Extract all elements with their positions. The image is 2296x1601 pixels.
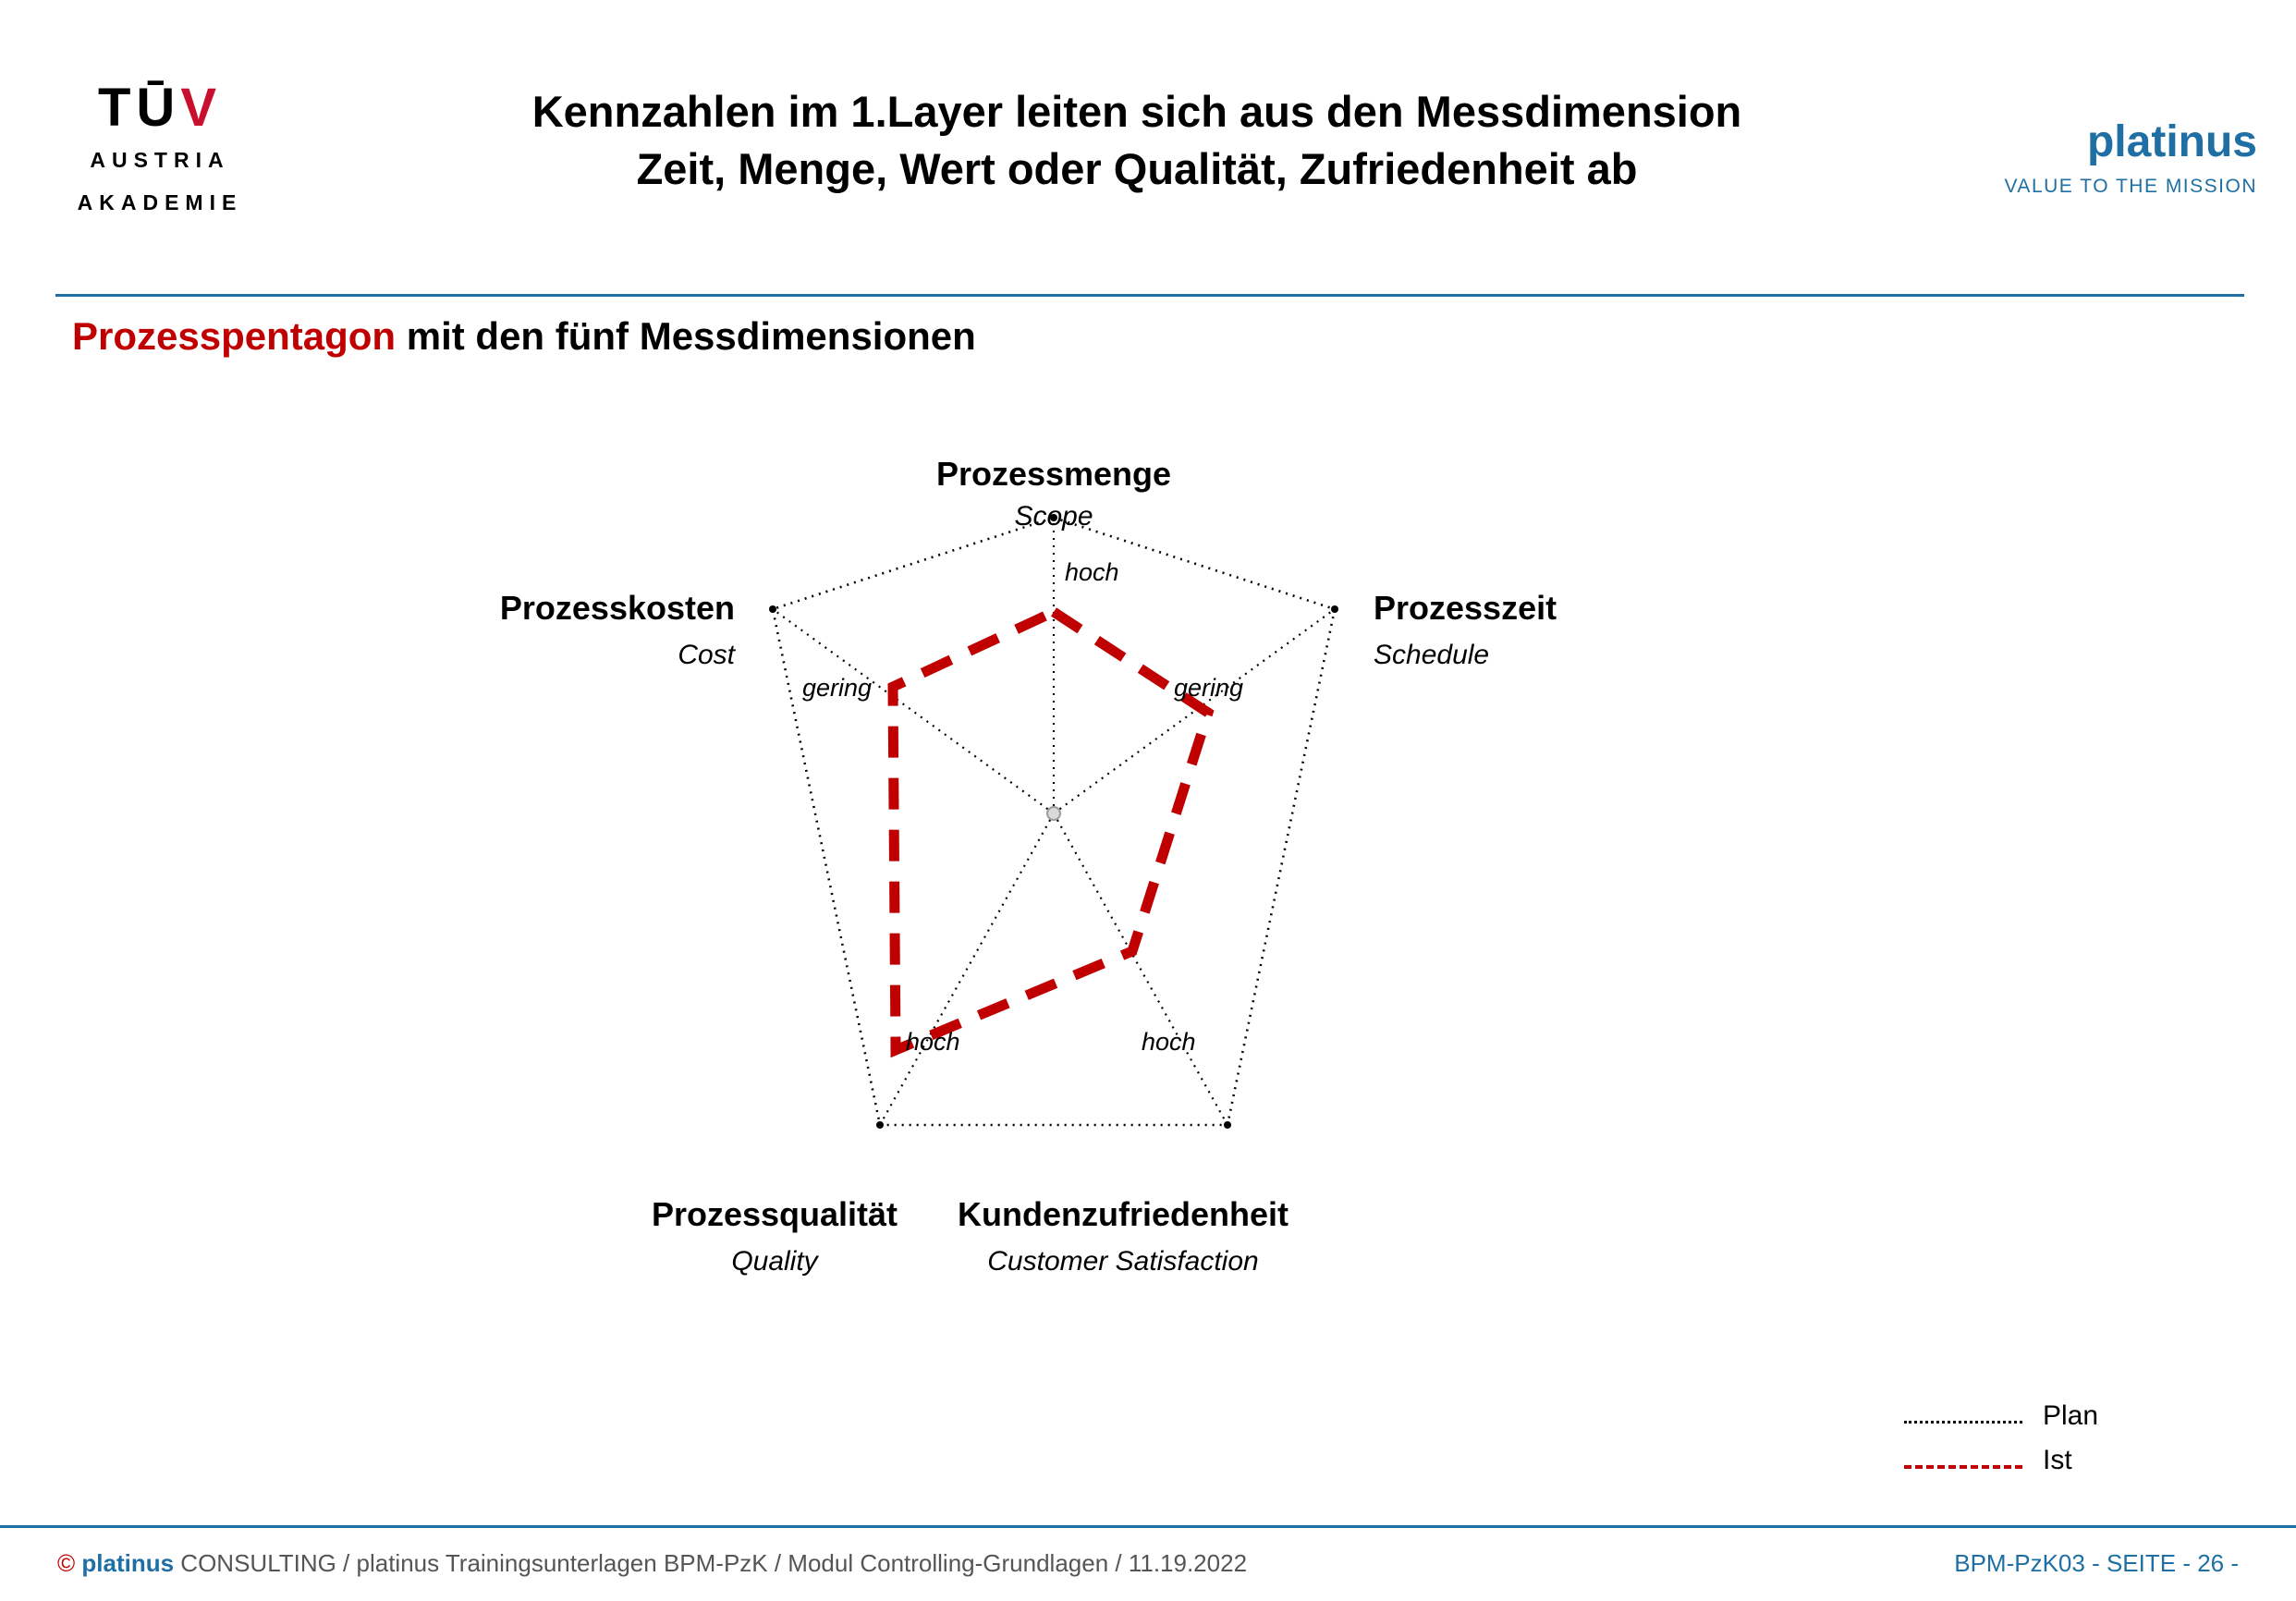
axis-sublabel-prozesskosten: Cost: [678, 640, 735, 670]
section-subtitle-rest: mit den fünf Messdimensionen: [396, 314, 976, 358]
vertex-marker-prozesszeit: [1331, 605, 1338, 613]
legend-item-ist: [1904, 1445, 2209, 1489]
axis-sublabel-prozessqualitaet: Quality: [731, 1246, 818, 1277]
axis-sublabel-prozesszeit: Schedule: [1374, 640, 1490, 670]
axis-title-prozessqualitaet: Prozessqualität: [651, 1195, 898, 1233]
tuv-logo-subline-akademie: AKADEMIE: [77, 189, 243, 214]
tick-label-prozessqualitaet: hoch: [906, 1028, 960, 1056]
spoke-prozesskosten: [773, 609, 1054, 813]
legend-item-plan: [1904, 1400, 2209, 1445]
legend-label-plan: Plan: [2043, 1400, 2099, 1431]
footer-brand: platinus: [81, 1549, 175, 1577]
legend-swatch-ist: [1904, 1465, 2022, 1469]
spoke-prozesszeit: [1054, 609, 1335, 813]
copyright-symbol: ©: [57, 1549, 76, 1577]
radar-chart-svg: [231, 462, 1987, 1460]
footer-divider: [0, 1525, 2296, 1528]
slide-header: [0, 0, 2296, 277]
tuv-logo-subline-austria: AUSTRIA: [90, 148, 230, 172]
section-subtitle: [72, 314, 976, 359]
prozesspentagon-radar-chart: [231, 462, 1987, 1460]
axis-title-kundenzufriedenheit: Kundenzufriedenheit: [958, 1195, 1288, 1233]
ist-series-polygon: [893, 612, 1208, 1050]
footer-details: CONSULTING / platinus Trainingsunterlagen BPM-PzK / Modul Controlling-Grundlagen / 11.19.2022: [174, 1549, 1248, 1577]
page-title-line-2: Zeit, Menge, Wert oder Qualität, Zufriedenheit ab: [636, 144, 1638, 194]
axis-sublabel-kundenzufriedenheit: Customer Satisfaction: [987, 1246, 1259, 1277]
vertex-marker-prozessqualitaet: [876, 1121, 884, 1129]
page-title: [277, 83, 1997, 198]
platinus-wordmark: platinus: [2086, 117, 2257, 166]
footer-left-text: [57, 1549, 1247, 1578]
platinus-tagline: VALUE TO THE MISSION: [2004, 176, 2257, 197]
chart-legend: [1904, 1400, 2209, 1502]
tuv-logo-wordmark: TŪV: [97, 78, 222, 138]
tick-label-prozesszeit: gering: [1173, 674, 1243, 702]
legend-swatch-plan: [1904, 1421, 2022, 1424]
footer-page-reference: BPM-PzK03 - SEITE - 26 -: [1954, 1549, 2239, 1577]
platinus-logo: [1860, 117, 2257, 198]
vertex-marker-kundenzufriedenheit: [1224, 1121, 1231, 1129]
page-title-line-1: Kennzahlen im 1.Layer leiten sich aus den Messdimension: [531, 87, 1742, 136]
header-divider: [55, 294, 2244, 297]
tick-label-prozesskosten: gering: [802, 674, 873, 702]
legend-label-ist: Ist: [2043, 1445, 2072, 1475]
section-subtitle-accent: Prozesspentagon: [72, 314, 397, 358]
tick-label-prozessmenge: hoch: [1065, 558, 1119, 586]
vertex-marker-prozesskosten: [769, 605, 776, 613]
plan-series-polygon: [773, 518, 1335, 1125]
tuv-austria-akademie-logo: [44, 78, 275, 219]
axis-title-prozessmenge: Prozessmenge: [935, 462, 1172, 493]
radar-spokes: [773, 518, 1335, 1125]
axis-title-prozesszeit: Prozesszeit: [1374, 589, 1557, 627]
tick-label-kundenzufriedenheit: hoch: [1142, 1028, 1196, 1056]
spoke-prozessqualitaet: [880, 813, 1054, 1125]
radar-center-point: [1047, 807, 1060, 820]
axis-title-prozesskosten: Prozesskosten: [499, 589, 735, 627]
axis-sublabel-prozessmenge: Scope: [1014, 501, 1093, 532]
